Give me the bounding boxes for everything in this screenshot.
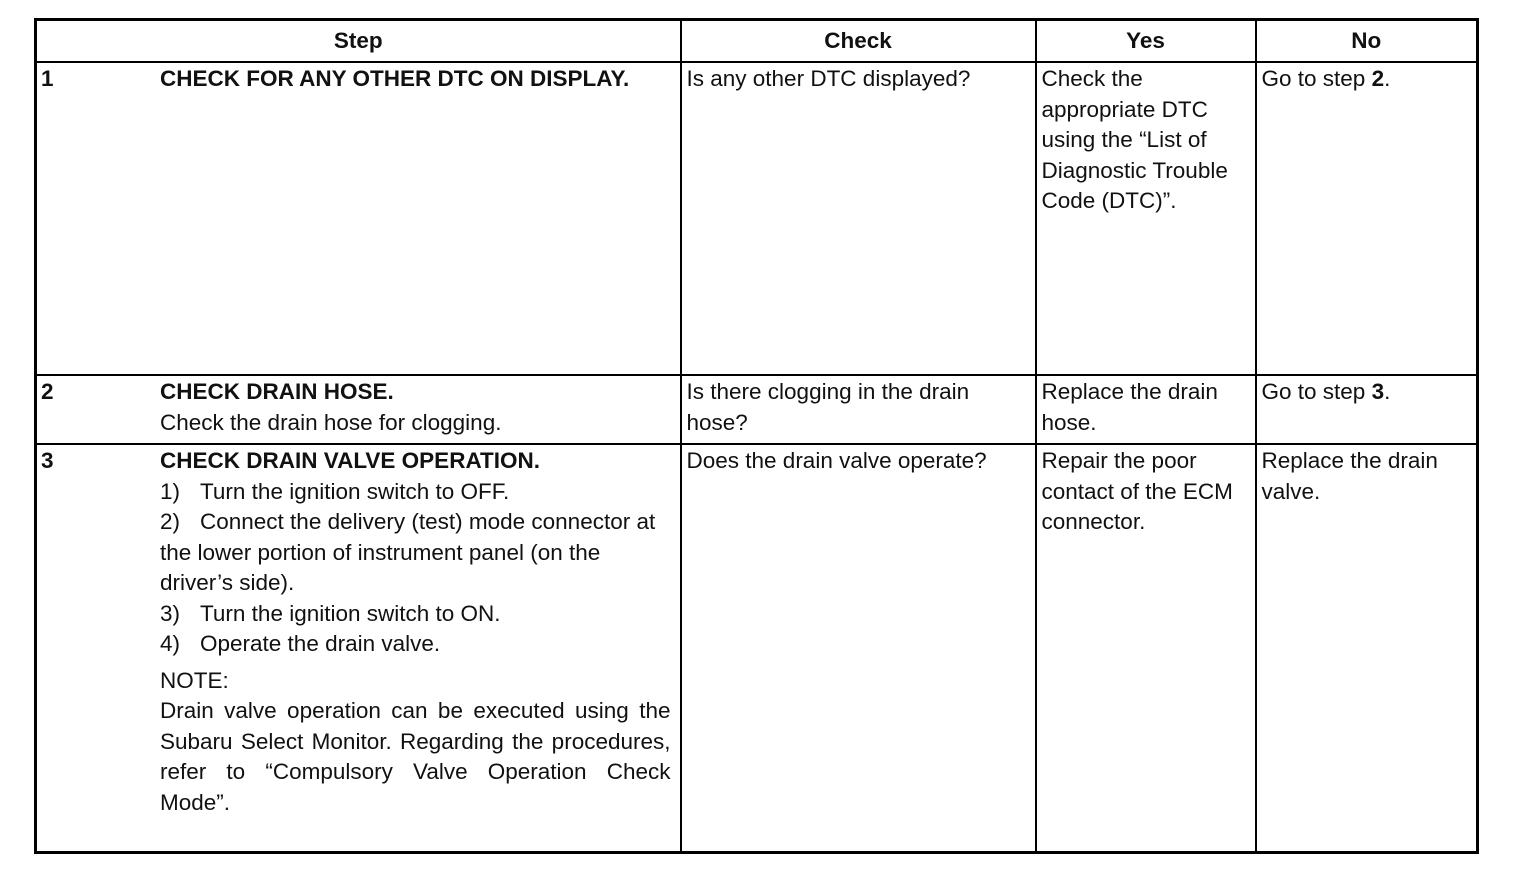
step-title: CHECK DRAIN HOSE.	[160, 379, 394, 404]
check-cell: Is there clogging in the drain hose?	[681, 375, 1036, 444]
table-row	[36, 375, 1478, 444]
step-title: CHECK DRAIN VALVE OPERATION.	[160, 448, 541, 473]
step-description: Check the drain hose for clogging.	[160, 409, 502, 435]
no-cell: Replace the drain valve.	[1256, 444, 1478, 853]
no-suffix: .	[1384, 379, 1391, 404]
step-cell	[36, 62, 681, 375]
no-prefix: Go to step	[1261, 379, 1372, 404]
substep-text: Operate the drain valve.	[200, 631, 441, 656]
substep-number: 1)	[160, 478, 181, 504]
yes-cell: Replace the drain hose.	[1036, 375, 1256, 444]
substep-text: Connect the delivery (test) mode connector at the lower portion of instrument panel (on the driver’s side).	[160, 509, 656, 595]
table-row	[36, 62, 1478, 375]
substep-text: Turn the ignition switch to OFF.	[200, 478, 510, 504]
note-label: NOTE:	[160, 667, 229, 693]
no-prefix: Go to step	[1261, 66, 1372, 91]
diagnostic-table	[34, 18, 1479, 854]
step-cell	[36, 444, 681, 853]
no-step-ref: 3	[1371, 379, 1385, 404]
substep-text: Turn the ignition switch to ON.	[200, 600, 501, 626]
header-no: No	[1256, 20, 1478, 63]
substep-number: 3)	[160, 600, 181, 626]
yes-cell: Repair the poor contact of the ECM connector.	[1036, 444, 1256, 853]
yes-text: Check the appropriate DTC using the “List of Diagnostic Trouble Code (DTC)”.	[1041, 66, 1228, 213]
check-cell: Does the drain valve operate?	[681, 444, 1036, 853]
header-step: Step	[36, 20, 681, 63]
yes-cell	[1036, 62, 1256, 375]
header-row	[36, 20, 1478, 63]
substep-number: 2)	[160, 509, 181, 534]
step-number: 1	[41, 66, 54, 91]
header-yes: Yes	[1036, 20, 1256, 63]
table-row	[36, 444, 1478, 853]
no-cell	[1256, 375, 1478, 444]
substep-number: 4)	[160, 631, 181, 656]
step-title: CHECK FOR ANY OTHER DTC ON DISPLAY.	[160, 66, 630, 91]
diagnostic-document	[34, 18, 1476, 845]
no-suffix: .	[1384, 66, 1391, 91]
substep	[160, 629, 671, 660]
step-number: 3	[41, 448, 54, 473]
no-step-ref: 2	[1371, 66, 1385, 91]
substep	[160, 477, 671, 508]
step-cell	[36, 375, 681, 444]
check-cell: Is any other DTC displayed?	[681, 62, 1036, 375]
substep	[160, 507, 671, 599]
substep	[160, 599, 671, 630]
no-cell	[1256, 62, 1478, 375]
header-check: Check	[681, 20, 1036, 63]
step-number: 2	[41, 379, 54, 404]
note-text: Drain valve operation can be executed using the Subaru Select Monitor. Regarding the procedures, refer to “Compulsory Valve Operation Check Mode”.	[160, 698, 671, 815]
